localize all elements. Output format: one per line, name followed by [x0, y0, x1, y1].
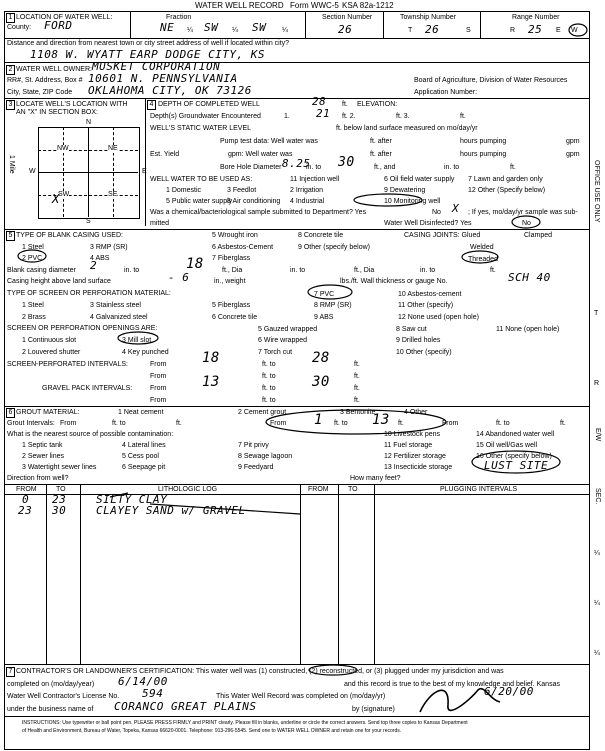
- screen-rmp[interactable]: 8 RMP (SR): [314, 302, 352, 309]
- range-w-circle: [569, 24, 587, 36]
- screen-galvanized[interactable]: 4 Galvanized steel: [90, 314, 148, 321]
- height-label: Casing height above land surface: [7, 278, 111, 285]
- w-label: W: [571, 27, 578, 34]
- casing-steel[interactable]: 1 Steel: [22, 244, 44, 251]
- casing-rmp[interactable]: 3 RMP (SR): [90, 244, 128, 251]
- section-number-6: 6: [6, 408, 15, 418]
- side-t-label: T: [594, 310, 599, 317]
- gravel-ft-to-2: ft. to: [262, 397, 276, 404]
- distance-label: Distance and direction from nearest town or city street address of well if located within city?: [7, 40, 290, 47]
- signature-scribble: [420, 689, 500, 712]
- chem-sample-2: ; If yes, mo/day/yr sample was sub-: [468, 209, 578, 216]
- perf-from-label-2: From: [150, 373, 167, 380]
- board-text: Board of Agriculture, Division of Water Resources: [414, 77, 568, 84]
- chem-no[interactable]: No: [432, 209, 441, 216]
- opening-louvered[interactable]: 2 Louvered shutter: [22, 349, 81, 356]
- joints-label: CASING JOINTS: Glued: [404, 232, 481, 239]
- log-dash-1: [110, 493, 128, 497]
- fraction-value-3: SW: [252, 21, 267, 34]
- opening-none[interactable]: 11 None (open hole): [496, 326, 560, 333]
- use-injection[interactable]: 7 Lawn and garden only: [468, 176, 543, 183]
- after-label: ft. after: [370, 138, 392, 145]
- groundwater-label: Depth(s) Groundwater Encountered: [150, 113, 261, 120]
- gpm-well-label: gpm: Well water was: [228, 151, 293, 158]
- source-fuel[interactable]: 11 Fuel storage: [384, 442, 433, 449]
- log-row-to: 30: [52, 504, 67, 517]
- grout-ft-to-1: ft. to: [112, 420, 126, 427]
- in-to: in. to: [124, 267, 140, 274]
- opening-gauzed[interactable]: 5 Gauzed wrapped: [258, 326, 318, 333]
- source-lateral[interactable]: 4 Lateral lines: [122, 442, 166, 449]
- log-header-to-2: TO: [348, 486, 358, 493]
- city-label: City, State, ZIP Code: [7, 89, 73, 96]
- source-watertight[interactable]: 3 Watertight sewer lines: [22, 464, 97, 471]
- bore-to-value: 30: [338, 155, 355, 170]
- east-label: E: [142, 168, 147, 175]
- grout-other[interactable]: 4 Other: [404, 409, 428, 416]
- and-label: ft., and: [374, 164, 396, 171]
- blank-label: Blank casing diameter: [7, 267, 76, 274]
- grout-from-3: From: [442, 420, 459, 427]
- log-row-from: 0: [22, 493, 30, 506]
- log-header-from: FROM: [16, 486, 37, 493]
- perf-ft-2: ft.: [354, 373, 360, 380]
- in-to-2: in. to: [444, 164, 460, 171]
- casing-abs[interactable]: 4 ABS: [90, 255, 110, 262]
- section-number-1: 1: [6, 13, 15, 23]
- grout-ft-3: ft.: [560, 420, 566, 427]
- instructions-text: INSTRUCTIONS: Use typewriter or ball point pen. PLEASE PRESS FIRMLY and PRINT clearly. Please fill in blanks, underline or circle the correct answers. Send top three copies to Kansas Department: [22, 720, 468, 726]
- use-monitoring[interactable]: 10 Monitoring well: [384, 198, 441, 205]
- grout-from-1: From: [60, 420, 77, 427]
- grout-label: GROUT MATERIAL:: [16, 409, 80, 416]
- source-fertilizer[interactable]: 12 Fertilizer storage: [384, 453, 446, 460]
- opening-mill[interactable]: 3 Mill slot: [122, 337, 152, 344]
- casing-other[interactable]: 9 Other (specify below): [298, 244, 370, 251]
- section-value: 26: [338, 23, 353, 36]
- record-label: This Water Well Record was completed on (mo/day/yr): [216, 693, 386, 700]
- log-header-plugging: PLUGGING INTERVALS: [440, 486, 518, 493]
- side-quarter-3: ¼: [594, 650, 600, 657]
- gw-2: ft. 2.: [342, 113, 356, 120]
- range-label: Range Number: [512, 14, 560, 21]
- business-label: under the business name of: [7, 706, 94, 713]
- side-ew-label: E/W: [594, 428, 601, 442]
- gravel-ft-to: ft. to: [262, 385, 276, 392]
- form-title: WATER WELL RECORD: [195, 1, 284, 10]
- grout-ft-to-2: ft. to: [334, 420, 348, 427]
- quarter-mark: ¼: [187, 27, 193, 34]
- disinfect-label: Water Well Disinfected? Yes: [384, 220, 472, 227]
- ft-dia-2: ft., Dia: [354, 267, 375, 274]
- use-feedlot[interactable]: 3 Feedlot: [227, 187, 257, 194]
- direction-label: Direction from well?: [7, 475, 69, 482]
- screen-other[interactable]: 11 Other (specify): [398, 302, 454, 309]
- screen-asbestos[interactable]: 10 Asbestos-cement: [398, 291, 462, 298]
- log-row-desc: CLAYEY SAND w/ GRAVEL: [96, 504, 246, 517]
- completed-value: 6/14/00: [118, 675, 168, 688]
- screen-concrete[interactable]: 6 Concrete tile: [212, 314, 258, 321]
- log-row-desc: SILTY CLAY: [96, 493, 168, 506]
- disinfect-no-circle: [512, 216, 540, 228]
- ft-label-2: ft.: [510, 164, 516, 171]
- screen-pvc[interactable]: 7 PVC: [314, 291, 335, 298]
- t-label: T: [408, 27, 413, 34]
- source-privy[interactable]: 7 Pit privy: [238, 442, 269, 449]
- use-domestic[interactable]: 1 Domestic: [166, 187, 202, 194]
- casing-asbestos[interactable]: 6 Asbestos-Cement: [212, 244, 274, 251]
- opening-continuous[interactable]: 1 Continuous slot: [22, 337, 77, 344]
- s-label: S: [466, 27, 471, 34]
- e-label: E: [556, 27, 561, 34]
- chem-no-mark: X: [452, 202, 460, 215]
- log-row-to: 23: [52, 493, 67, 506]
- se-label: SE: [108, 191, 118, 198]
- perf-ft: ft.: [354, 361, 360, 368]
- nw-label: NW: [57, 145, 69, 152]
- source-oilwell[interactable]: 15 Oil well/Gas well: [476, 442, 538, 449]
- instructions-text-2: of Health and Environment, Bureau of Water, Topeka, Kansas 66620-0001. Telephone: 913-296-5545. Send one to WATER WELL OWNER and retain one for your records.: [22, 728, 402, 734]
- opening-torch[interactable]: 7 Torch cut: [258, 349, 293, 356]
- mitted-label: mitted: [150, 220, 170, 227]
- grout-neat[interactable]: 1 Neat cement: [118, 409, 164, 416]
- r-label: R: [510, 27, 516, 34]
- screen-none[interactable]: 12 None used (open hole): [398, 314, 479, 321]
- groundwater-value: 21: [316, 107, 331, 120]
- use-label: WELL WATER TO BE USED AS:: [150, 176, 253, 183]
- in-to-2: in. to: [290, 267, 306, 274]
- gravel-from-label: From: [150, 385, 167, 392]
- lbs-label: lbs./ft. Wall thickness or gauge No.: [340, 278, 448, 285]
- address-value: 10601 N. PENNSYLVANIA: [88, 72, 238, 85]
- source-septic[interactable]: 1 Septic tank: [22, 442, 63, 449]
- record-value: 6/20/00: [484, 685, 534, 698]
- pump-label: Pump test data: Well water was: [220, 138, 318, 145]
- fraction-value-1: NE: [160, 21, 175, 34]
- howmany-label: How many feet?: [350, 475, 401, 482]
- source-cess[interactable]: 5 Cess pool: [122, 453, 159, 460]
- gpm-label: gpm: [566, 138, 580, 145]
- casing-pvc[interactable]: 2 PVC: [22, 255, 43, 262]
- source-label: What is the nearest source of possible contamination:: [7, 431, 174, 438]
- perf-from-value: 18: [202, 350, 220, 366]
- source-feedyard[interactable]: 9 Feedyard: [238, 464, 274, 471]
- hours-label-2: hours pumping: [460, 151, 507, 158]
- owner-value: MUSKET CORPORATION: [92, 60, 221, 73]
- use-other[interactable]: 12 Other (Specify below): [468, 187, 546, 194]
- gravel-ft-2: ft.: [354, 397, 360, 404]
- joint-threaded[interactable]: Threaded: [468, 256, 498, 263]
- grout-from-value: 1: [314, 412, 323, 428]
- locate-label-2: AN "X" IN SECTION BOX:: [16, 109, 98, 116]
- address-label: RR#, St. Address, Box #: [7, 77, 83, 84]
- use-industrial[interactable]: 8 Air conditioning: [227, 198, 281, 205]
- completed-label: completed on (mo/day/year): [7, 681, 95, 688]
- ft-label: ft.: [490, 267, 496, 274]
- log-header-from-2: FROM: [308, 486, 329, 493]
- grout-from-2: From: [270, 420, 287, 427]
- quarter-mark: ¼: [282, 27, 288, 34]
- county-label: County:: [7, 24, 32, 31]
- source-livestock[interactable]: 10 Livestock pens: [384, 431, 441, 438]
- signature-label: by (signature): [352, 706, 395, 713]
- distance-value: 1108 W. WYATT EARP DODGE CITY, KS: [30, 48, 266, 61]
- north-label: N: [86, 119, 92, 126]
- joint-clamped[interactable]: Clamped: [524, 232, 553, 239]
- pvc-circle: [18, 250, 46, 262]
- side-quarter-1: ¼: [594, 550, 600, 557]
- gravel-to-value: 30: [312, 374, 330, 390]
- height-value: - 6: [168, 271, 190, 284]
- grout-cement[interactable]: 2 Cement grout: [238, 409, 287, 416]
- elevation-label: ELEVATION:: [357, 101, 398, 108]
- section-number-2: 2: [6, 65, 15, 75]
- blank-to-value: 18: [186, 256, 204, 272]
- range-value: 25: [528, 23, 543, 36]
- in-weight: in., weight: [214, 278, 246, 285]
- static-label: WELL'S STATIC WATER LEVEL: [150, 125, 252, 132]
- source-insecticide[interactable]: 13 Insecticide storage: [384, 464, 453, 471]
- mill-slot-circle: [118, 332, 158, 344]
- screen-abs[interactable]: 9 ABS: [314, 314, 334, 321]
- township-value: 26: [425, 23, 440, 36]
- township-label: Township Number: [400, 14, 457, 21]
- opening-saw[interactable]: 8 Saw cut: [396, 326, 427, 333]
- use-air[interactable]: 6 Oil field water supply: [384, 176, 455, 183]
- office-use-label: OFFICE USE ONLY: [593, 160, 600, 223]
- casing-wrought[interactable]: 5 Wrought iron: [212, 232, 258, 239]
- static-text: ft. below land surface measured on mo/day/yr: [336, 125, 478, 132]
- source-abandoned[interactable]: 14 Abandoned water well: [476, 431, 555, 438]
- grout-interval-circle: [266, 410, 446, 434]
- log-row-from: 23: [18, 504, 33, 517]
- gravel-ft: ft.: [354, 385, 360, 392]
- log-header-to: TO: [56, 486, 66, 493]
- license-value: 594: [142, 687, 164, 700]
- screen-fiberglass[interactable]: 5 Fiberglass: [212, 302, 251, 309]
- use-public[interactable]: 11 Injection well: [290, 176, 340, 183]
- form-number: Form WWC-5: [290, 1, 339, 10]
- city-value: OKLAHOMA CITY, OK 73126: [88, 84, 252, 97]
- log-strike: [150, 504, 300, 514]
- other-source-circle: [472, 451, 560, 473]
- use-oilfield[interactable]: 2 Irrigation: [290, 187, 324, 194]
- bore-value: 8.25: [282, 157, 311, 170]
- side-sec-label: SEC.: [594, 488, 601, 505]
- joint-welded[interactable]: Welded: [470, 244, 494, 251]
- screen-label: TYPE OF SCREEN OR PERFORATION MATERIAL:: [7, 290, 171, 297]
- est-yield-label: Est. Yield: [150, 151, 180, 158]
- west-label: W: [29, 168, 36, 175]
- section-number-label: Section Number: [322, 14, 373, 21]
- certification-text: CONTRACTOR'S OR LANDOWNER'S CERTIFICATION: This water well was (1) constructed, (2) reconstructed, or (3) plugged under my jurisdiction and was: [16, 668, 504, 675]
- disinfect-no[interactable]: No: [522, 220, 531, 227]
- after-label-2: ft. after: [370, 151, 392, 158]
- gw-3: ft. 3.: [396, 113, 410, 120]
- fraction-label: Fraction: [166, 14, 192, 21]
- perf-to-value: 28: [312, 350, 330, 366]
- side-r-label: R: [594, 380, 600, 387]
- county-value: FORD: [44, 19, 73, 32]
- bore-label: Bore Hole Diameter: [220, 164, 282, 171]
- screen-stainless[interactable]: 3 Stainless steel: [90, 302, 141, 309]
- business-value: CORANCO GREAT PLAINS: [114, 700, 257, 713]
- casing-concrete[interactable]: 8 Concrete tile: [298, 232, 344, 239]
- ft-label: ft.: [342, 101, 348, 108]
- opening-drilled[interactable]: 9 Drilled holes: [396, 337, 441, 344]
- grout-bentonite[interactable]: 3 Bentonite: [340, 409, 376, 416]
- use-lawn[interactable]: 4 Industrial: [290, 198, 325, 205]
- source-seepage[interactable]: 6 Seepage pit: [122, 464, 166, 471]
- chem-sample: Was a chemical/bacteriological sample submitted to Department? Yes: [150, 209, 367, 216]
- screen-steel[interactable]: 1 Steel: [22, 302, 44, 309]
- in-to-3: in. to: [420, 267, 436, 274]
- section-number-5: 5: [6, 231, 15, 241]
- opening-other[interactable]: 10 Other (specify): [396, 349, 452, 356]
- gravel-label: GRAVEL PACK INTERVALS:: [42, 385, 133, 392]
- source-lagoon[interactable]: 8 Sewage lagoon: [238, 453, 293, 460]
- sw-label: SW: [58, 191, 70, 198]
- true-text: and this record is true to the best of my knowledge and belief. Kansas: [344, 681, 560, 688]
- locate-label: LOCATE WELL'S LOCATION WITH: [16, 101, 128, 108]
- gravel-from-label-2: From: [150, 397, 167, 404]
- grout-intervals-label: Grout Intervals:: [7, 420, 55, 427]
- license-label: Water Well Contractor's License No.: [7, 693, 120, 700]
- application-label: Application Number:: [414, 89, 478, 96]
- owner-label: WATER WELL OWNER:: [16, 66, 92, 73]
- gravel-from-value: 13: [202, 374, 220, 390]
- source-sewer[interactable]: 2 Sewer lines: [22, 453, 65, 460]
- section-number-3: 3: [6, 100, 15, 110]
- section-number-7: 7: [6, 667, 15, 677]
- gw-1: 1.: [284, 113, 290, 120]
- screen-brass[interactable]: 2 Brass: [22, 314, 46, 321]
- constructed-circle: [309, 665, 357, 675]
- ft-dia: ft., Dia: [222, 267, 243, 274]
- opening-wire[interactable]: 6 Wire wrapped: [258, 337, 308, 344]
- opening-key[interactable]: 4 Key punched: [122, 349, 169, 356]
- grout-ft-2: ft.: [398, 420, 404, 427]
- casing-fiberglass[interactable]: 7 Fiberglass: [212, 255, 251, 262]
- depth-value: 28: [312, 95, 327, 108]
- south-label: S: [86, 218, 91, 225]
- blank-diameter-value: 2: [90, 259, 98, 272]
- location-label: LOCATION OF WATER WELL:: [16, 14, 113, 21]
- gauge-value: SCH 40: [508, 271, 551, 284]
- source-other-value: LUST SITE: [484, 459, 549, 472]
- well-location-mark: X: [52, 192, 60, 206]
- quarter-mark: ¼: [232, 27, 238, 34]
- perf-ft-to: ft. to: [262, 361, 276, 368]
- section-number-4: 4: [147, 100, 156, 110]
- monitoring-well-circle: [354, 194, 422, 206]
- gpm-label-2: gpm: [566, 151, 580, 158]
- hours-label: hours pumping: [460, 138, 507, 145]
- gw-ft: ft.: [460, 113, 466, 120]
- log-header-lithologic: LITHOLOGIC LOG: [158, 486, 218, 493]
- ksa-number: KSA 82a-1212: [342, 1, 394, 10]
- grout-ft-to-3: ft. to: [496, 420, 510, 427]
- openings-label: SCREEN OR PERFORATION OPENINGS ARE:: [7, 325, 158, 332]
- perf-from-label: From: [150, 361, 167, 368]
- grout-ft-1: ft.: [176, 420, 182, 427]
- use-irrigation[interactable]: 5 Public water supply: [166, 198, 233, 205]
- perf-label: SCREEN-PERFORATED INTERVALS:: [7, 361, 128, 368]
- source-other[interactable]: 16 Other (specify below): [476, 453, 552, 460]
- perf-ft-to-2: ft. to: [262, 373, 276, 380]
- threaded-circle: [462, 251, 498, 263]
- in-to: in. to: [306, 164, 322, 171]
- screen-pvc-circle: [308, 285, 352, 299]
- grout-to-value: 13: [372, 412, 390, 428]
- use-dewatering[interactable]: 9 Dewatering: [384, 187, 426, 194]
- depth-label: DEPTH OF COMPLETED WELL: [158, 101, 260, 108]
- casing-label: TYPE OF BLANK CASING USED:: [16, 232, 123, 239]
- mile-label: 1 Mile: [8, 155, 15, 174]
- side-quarter-2: ¼: [594, 600, 600, 607]
- ne-label: NE: [108, 145, 118, 152]
- fraction-value-2: SW: [204, 21, 219, 34]
